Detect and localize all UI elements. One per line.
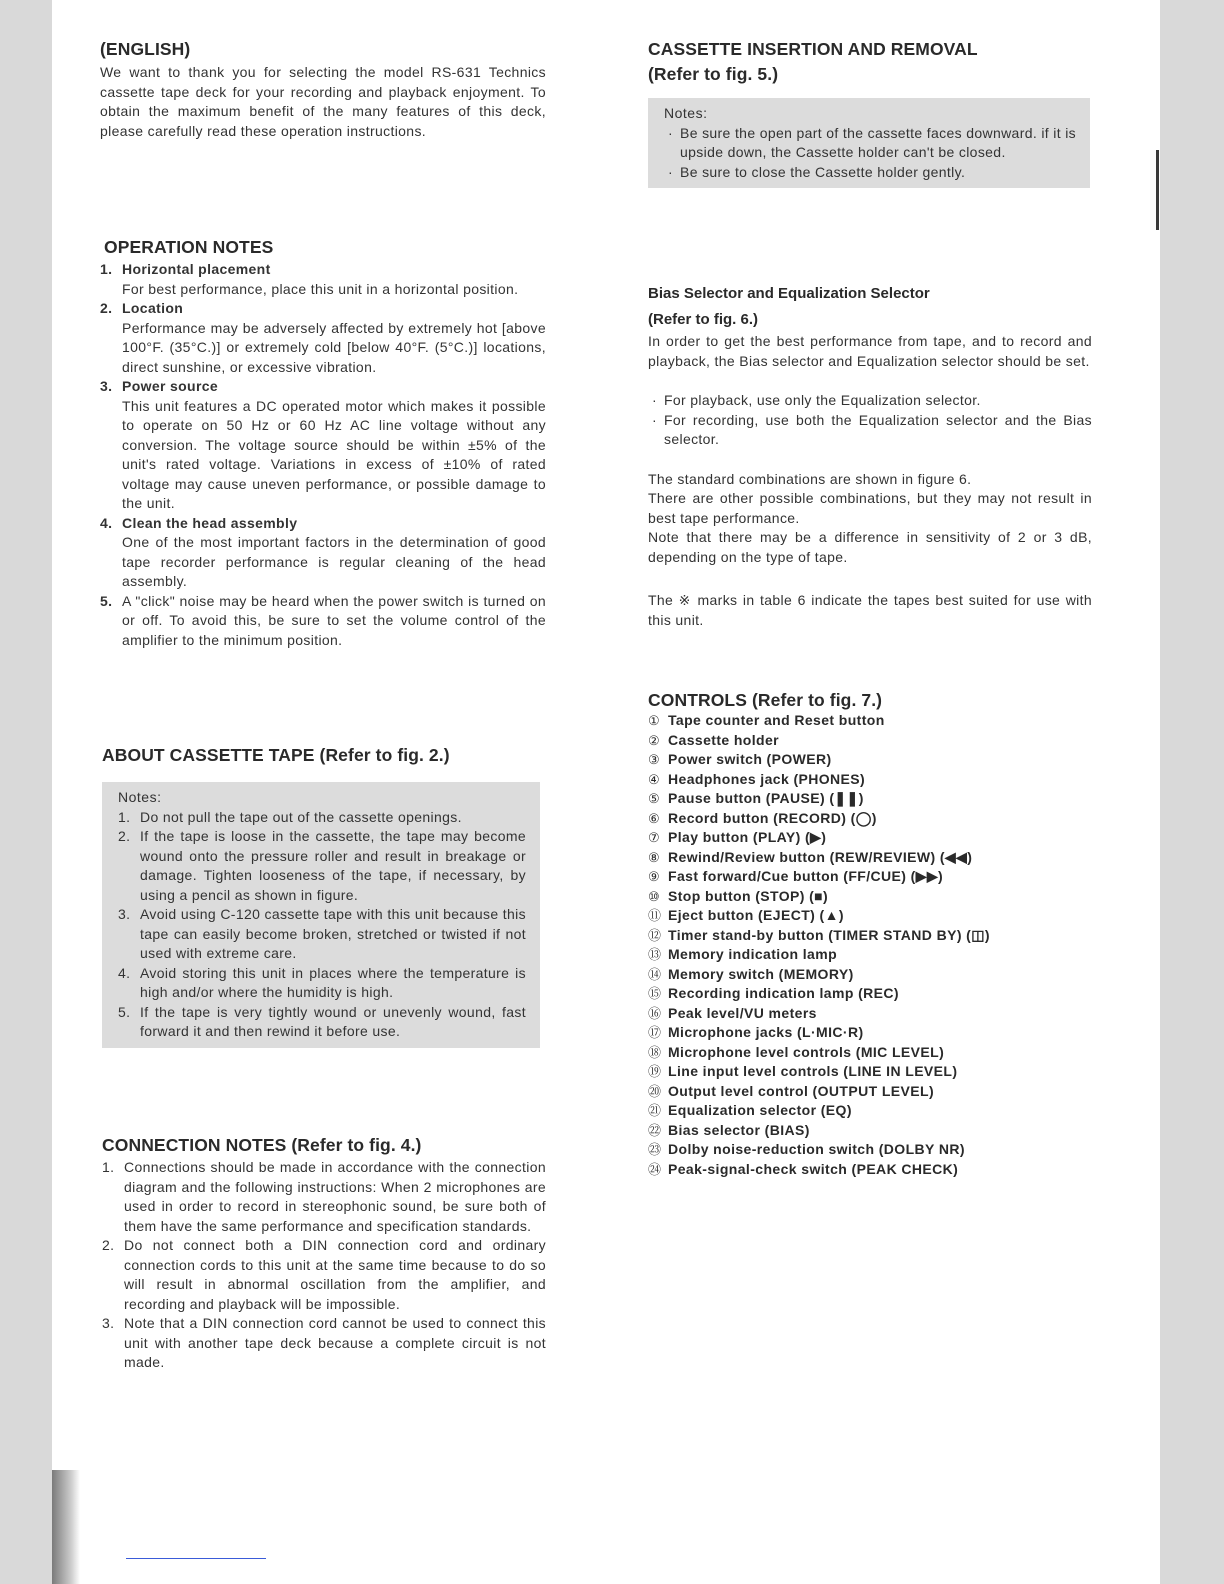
item-text: Do not connect both a DIN connection cord and ordinary connection cords to this unit at the same time because to do so will result in abnormal oscillation from the amplifier, and recording and playback will be impossible. [124, 1237, 546, 1312]
control-number: ⑮ [648, 986, 662, 1001]
item-text: Do not pull the tape out of the cassette openings. [140, 808, 462, 825]
item-number: 2. [100, 300, 113, 316]
bias-selector-subheading: (Refer to fig. 6.) [648, 311, 759, 328]
item-title: Horizontal placement [122, 261, 271, 277]
control-label: Headphones jack (PHONES) [668, 770, 866, 787]
control-item [648, 711, 1092, 731]
control-item [648, 770, 1092, 790]
control-item [648, 1160, 1092, 1180]
scan-edge-mark [1156, 150, 1159, 230]
english-heading: (ENGLISH) [100, 39, 191, 59]
control-item [648, 867, 1092, 887]
item-number: 2. [102, 1237, 115, 1253]
list-item [100, 377, 546, 514]
control-number: ㉓ [648, 1142, 662, 1157]
bullet-item: · Be sure to close the Cassette holder gently. [664, 163, 1076, 183]
scan-underline [126, 1558, 266, 1559]
control-label: Power switch (POWER) [668, 751, 832, 767]
control-number: ㉑ [648, 1103, 662, 1118]
control-label: Peak-signal-check switch (PEAK CHECK) [668, 1160, 959, 1177]
connection-notes-section [102, 1134, 546, 1373]
control-item [648, 1062, 1092, 1082]
control-item [648, 1043, 1092, 1063]
about-cassette-list [118, 808, 526, 1042]
control-number: ⑤ [648, 791, 661, 806]
control-number: ⑭ [648, 966, 662, 982]
control-label: Eject button (EJECT) (▲) [668, 907, 844, 923]
english-intro: We want to thank you for selecting the model RS-631 Technics cassette tape deck for your recording and playback enjoyment. To obtain the maximum benefit of the many features of this deck, please carefully read these operation instructions. [100, 64, 546, 139]
list-item [100, 260, 546, 299]
item-number: 3. [102, 1315, 115, 1331]
list-item [100, 299, 546, 377]
control-number: ⑯ [648, 1005, 662, 1021]
control-number: ① [648, 713, 661, 728]
item-text: If the tape is very tightly wound or unevenly wound, fast forward it and then rewind it before use. [140, 1003, 526, 1039]
item-text: A "click" noise may be heard when the power switch is turned on or off. To avoid this, be sure to set the volume control of the amplifier to the minimum position. [122, 592, 546, 648]
control-number: ㉒ [648, 1122, 662, 1138]
list-item [100, 592, 546, 651]
control-label: Microphone jacks (L·MIC·R) [668, 1024, 864, 1040]
bias-selector-heading: Bias Selector and Equalization Selector [648, 285, 930, 302]
connection-notes-list [102, 1158, 546, 1373]
item-number: 1. [102, 1159, 115, 1175]
control-label: Dolby noise-reduction switch (DOLBY NR) [668, 1141, 965, 1157]
control-label: Record button (RECORD) (◯) [668, 809, 877, 826]
control-number: ㉔ [648, 1161, 662, 1177]
control-item [648, 887, 1092, 907]
control-label: Cassette holder [668, 731, 780, 748]
control-number: ② [648, 732, 661, 748]
control-number: ⑨ [648, 869, 661, 884]
item-text: One of the most important factors in the determination of good tape recorder performance is regular cleaning of the head assembly. [122, 534, 546, 589]
control-item [648, 1082, 1092, 1102]
control-item [648, 789, 1092, 809]
control-number: ⑱ [648, 1044, 662, 1060]
control-label: Peak level/VU meters [668, 1004, 817, 1021]
item-number: 2. [118, 828, 131, 844]
item-number: 5. [118, 1003, 131, 1020]
item-number: 1. [118, 808, 131, 825]
control-label: Recording indication lamp (REC) [668, 985, 899, 1001]
item-text: Performance may be adversely affected by extremely hot [above 100°F. (35°C.)] or extremely cold [below 40°F. (5°C.)] locations, direct sunshine, or excessive vibration. [122, 319, 546, 375]
control-label: Memory indication lamp [668, 946, 838, 962]
control-label: Rewind/Review button (REW/REVIEW) (◀◀) [668, 848, 973, 865]
controls-list [648, 711, 1092, 1179]
item-text: Connections should be made in accordance with the connection diagram and the following instructions: When 2 microphones are used in order to record in stereophonic sound, be sure both of them have the same performance and specification standards. [124, 1159, 546, 1234]
item-text: Avoid storing this unit in places where the temperature is high and/or where the humidity is high. [140, 964, 526, 1000]
bias-selector-section [648, 284, 1092, 630]
control-item [648, 1121, 1092, 1141]
control-label: Timer stand-by button (TIMER STAND BY) (◫) [668, 926, 990, 943]
list-item [118, 808, 526, 828]
scan-shadow [52, 1470, 80, 1584]
operation-notes-list [100, 260, 546, 650]
bias-para-2: There are other possible combinations, but they may not result in best tape performance. [648, 490, 1092, 526]
item-text: Avoid using C-120 cassette tape with this unit because this tape can easily become broken, stretched or twisted if not used with extreme care. [140, 906, 526, 961]
control-item [648, 1140, 1092, 1160]
list-item [102, 1236, 546, 1314]
item-text: For best performance, place this unit in a horizontal position. [122, 280, 519, 297]
list-item [118, 964, 526, 1003]
item-number: 3. [100, 378, 113, 394]
control-item [648, 809, 1092, 829]
item-number: 3. [118, 906, 131, 922]
list-item [102, 1314, 546, 1373]
list-item [118, 827, 526, 905]
control-number: ④ [648, 771, 661, 787]
bullet-item: · For playback, use only the Equalization selector. [648, 391, 1092, 411]
cassette-insertion-subheading: (Refer to fig. 5.) [648, 64, 779, 84]
control-number: ⑪ [648, 908, 662, 923]
about-cassette-heading: ABOUT CASSETTE TAPE (Refer to fig. 2.) [102, 745, 450, 765]
about-cassette-notes [102, 782, 540, 1048]
control-label: Equalization selector (EQ) [668, 1102, 852, 1118]
bias-para-3: Note that there may be a difference in sensitivity of 2 or 3 dB, depending on the type of tape. [648, 529, 1092, 565]
control-number: ③ [648, 752, 661, 767]
control-label: Pause button (PAUSE) (❚❚) [668, 790, 864, 806]
item-text: Note that a DIN connection cord cannot be used to connect this unit with another tape deck because a complete circuit is not made. [124, 1315, 546, 1370]
list-item [118, 1003, 526, 1042]
control-number: ⑲ [648, 1064, 662, 1079]
list-item [102, 1158, 546, 1236]
control-number: ⑰ [648, 1025, 662, 1040]
bias-para-1: The standard combinations are shown in figure 6. [648, 470, 972, 487]
cassette-insertion-heading: CASSETTE INSERTION AND REMOVAL [648, 39, 978, 59]
control-label: Line input level controls (LINE IN LEVEL) [668, 1063, 958, 1079]
english-section [100, 38, 546, 141]
control-item [648, 1004, 1092, 1024]
item-number: 4. [118, 964, 131, 981]
item-title: Location [122, 300, 184, 316]
control-label: Fast forward/Cue button (FF/CUE) (▶▶) [668, 868, 944, 884]
control-number: ⑬ [648, 947, 662, 962]
control-item [648, 965, 1092, 985]
bullet-item: · Be sure the open part of the cassette faces downward. if it is upside down, the Cassette holder can't be closed. [664, 124, 1076, 163]
item-text: This unit features a DC operated motor which makes it possible to operate on 50 Hz or 60 Hz AC line voltage without any conversion. The voltage source should be within ±5% of the unit's rated voltage. Variations in excess of ±10% of rated voltage may cause uneven performance, or possible damage to the unit. [122, 397, 546, 511]
cassette-insertion-list [664, 124, 1076, 183]
bias-bullets [648, 391, 1092, 450]
about-cassette-section [102, 744, 546, 1048]
control-item [648, 945, 1092, 965]
control-item [648, 1023, 1092, 1043]
control-number: ⑧ [648, 849, 661, 865]
control-label: Memory switch (MEMORY) [668, 965, 854, 982]
control-label: Stop button (STOP) (■) [668, 887, 829, 904]
control-item [648, 828, 1092, 848]
connection-notes-heading: CONNECTION NOTES (Refer to fig. 4.) [102, 1135, 422, 1155]
control-number: ⑩ [648, 888, 661, 904]
control-label: Output level control (OUTPUT LEVEL) [668, 1082, 934, 1099]
item-number: 1. [100, 261, 113, 277]
bias-para-4: The ※ marks in table 6 indicate the tapes best suited for use with this unit. [648, 592, 1092, 628]
list-item [100, 514, 546, 592]
control-label: Microphone level controls (MIC LEVEL) [668, 1043, 945, 1060]
control-number: ⑥ [648, 810, 661, 826]
control-item [648, 906, 1092, 926]
control-label: Bias selector (BIAS) [668, 1121, 810, 1138]
control-label: Play button (PLAY) (▶) [668, 829, 827, 845]
control-number: ⑳ [648, 1083, 662, 1099]
operation-notes-section [100, 236, 546, 650]
control-item [648, 750, 1092, 770]
bias-intro: In order to get the best performance from tape, and to record and playback, the Bias selector and Equalization selector should be set. [648, 333, 1092, 369]
control-item [648, 848, 1092, 868]
control-item [648, 926, 1092, 946]
control-item [648, 984, 1092, 1004]
item-title: Clean the head assembly [122, 514, 298, 531]
controls-section [648, 689, 1092, 1179]
item-title: Power source [122, 378, 219, 394]
item-number: 4. [100, 514, 113, 531]
control-item [648, 1101, 1092, 1121]
control-label: Tape counter and Reset button [668, 712, 885, 728]
control-item [648, 731, 1092, 751]
item-text: If the tape is loose in the cassette, the tape may become wound onto the pressure roller and result in breakage or damage. Tighten looseness of the tape, if necessary, by using a pencil as shown in figure. [140, 828, 526, 903]
control-number: ⑦ [648, 830, 661, 845]
cassette-insertion-notes [648, 98, 1090, 188]
notes-label: Notes: [118, 789, 162, 805]
item-number: 5. [100, 592, 113, 609]
notes-label: Notes: [664, 105, 708, 121]
operation-notes-heading: OPERATION NOTES [104, 237, 274, 257]
cassette-insertion-section [648, 38, 1092, 188]
list-item [118, 905, 526, 964]
controls-heading: CONTROLS (Refer to fig. 7.) [648, 690, 883, 710]
bullet-item: · For recording, use both the Equalization selector and the Bias selector. [648, 411, 1092, 450]
control-number: ⑫ [648, 927, 662, 943]
